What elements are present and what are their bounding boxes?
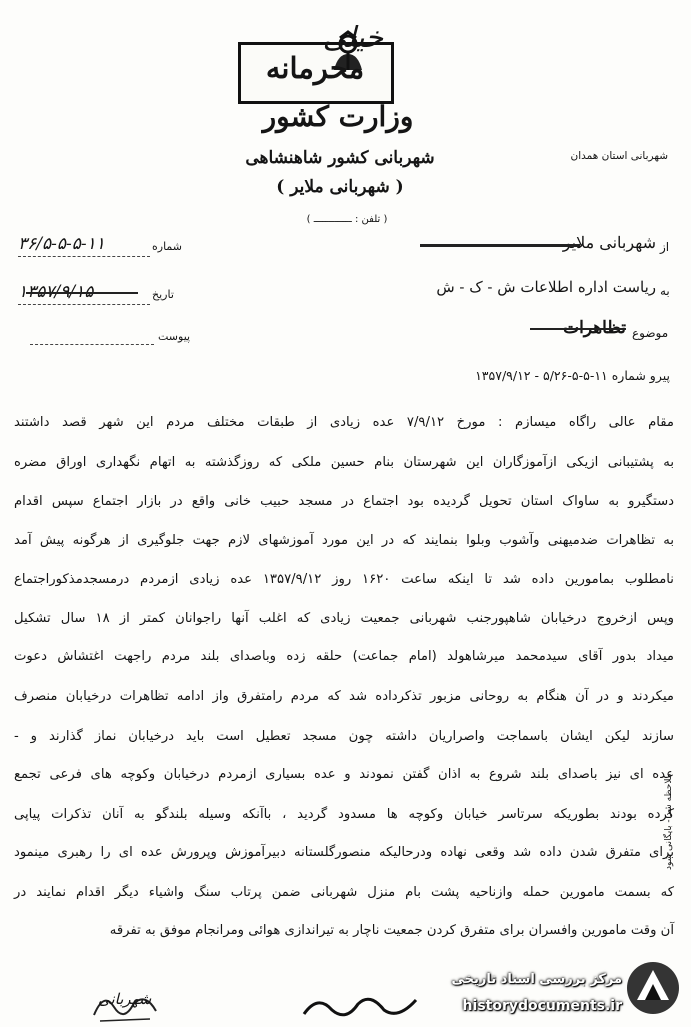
reference-number-label: شماره xyxy=(152,240,183,253)
police-title: شهربانی کشور شاهنشاهی xyxy=(245,148,435,168)
body-line: برای متفرق شدن داده شد وقعی نهاده ودرحالیکه منصورگلستانه دبیرآموزش وپرورش عده ای را رهبری مینمود xyxy=(14,845,674,860)
body-line: وپس ازخروج درخیابان شاهپورجنب شهربانی جمعیت زیادی که اغلب آنها راجوانان کمتر از ۱۸ سال تشکیل xyxy=(14,611,675,626)
signature-text: شهربانی xyxy=(98,990,152,1008)
body-line: کرده بودند بطوریکه سرتاسر خیابان وکوچه ها مسدود گردید ، باآنکه وسیله بلندگو به آنان تذکرات پیاپی xyxy=(14,807,674,822)
ministry-title: وزارت کشور xyxy=(262,100,414,133)
margin-note xyxy=(664,720,688,870)
reference-date-label: تاریخ xyxy=(152,288,174,301)
stamp-label: محرمانه xyxy=(265,51,365,85)
body-line: میداد بدور آقای سیدمحمد میرشاهولد (امام جماعت) حلقه زده وباصدای بلند مردم راجهت اغتشاش دعوت xyxy=(14,649,674,664)
body-line: مقام عالی راگاه میسازم : مورخ ۷/۹/۱۲ عده زیادی از طبقات مختلف مردم این شهر قصد داشتند xyxy=(14,415,674,430)
margin-note-text: ملاحظه شد - بایگانی شود xyxy=(664,773,674,870)
body-line: میکردند و در آن هنگام به روحانی مزبور تذکرداده شد که مردم رامتفرق واز ادامه تظاهرات درخیابان منصرف xyxy=(14,689,674,704)
handwritten-scribble-icon xyxy=(300,990,420,1024)
body-line: نامطلوب بمامورین داده شد تا اینکه ساعت ۱۶۲۰ روز ۱۳۵۷/۹/۱۲ عده زیادی ازمردم درمسجدمذکوراجتماع xyxy=(14,572,674,587)
body-line: آن وقت مامورین وافسران برای متفرق کردن جمعیت ناچار به تیراندازی هوائی ومرانجام موفق به تفرقه xyxy=(109,923,674,938)
to-value: ریاست اداره اطلاعات ش - ک - ش xyxy=(436,278,656,296)
body-line: به پشتیبانی ازیکی ازآموزگاران این شهرستان بنام حسین ملکی که روزگذشته به اتهام نگهداری اوراق مضره xyxy=(14,455,674,470)
body-line: عده ای نیز باصدای بلند شروع به اذان گفتن نمودند و عده بسیاری ازمردم درخیابان وکوچه های فرعی تجمع xyxy=(14,767,674,782)
reference-number-value: ۳۶/۵-۵-۵-۱۱ xyxy=(18,234,105,254)
phone-line: ( تلفن : ـــــــــــــ ) xyxy=(306,214,388,225)
to-label: به xyxy=(660,284,670,298)
prior-reference-line: پیرو شماره ۱۱-۵-۵-۵/۲۶ - ۱۳۵۷/۹/۱۲ xyxy=(475,368,670,383)
city-title: ( شهربانی ملایر ) xyxy=(276,177,404,197)
body-line: که بسمت مامورین حمله وازناحیه پشت بام منزل شهربانی ضمن پرتاب سنگ واشیاء دیگر اقدام نمایند در xyxy=(14,885,674,900)
subject-label: موضوع xyxy=(632,326,669,340)
reference-date-value: ۱۳۵۷/۹/۱۵ xyxy=(18,282,94,302)
watermark-title: مرکز بررسی اسناد تاریخی xyxy=(451,972,622,987)
subject-value: تظاهرات xyxy=(563,318,626,338)
province-heading: شهربانی استان همدان xyxy=(570,150,668,162)
watermark-url: historydocuments.ir xyxy=(462,998,622,1014)
body-line: سازند لیکن ایشان باسماجت واصراریان داشته چون مسجد تعطیل است باید درخیابان نماز گذارند و - xyxy=(14,729,674,744)
archive-logo-icon xyxy=(625,960,681,1016)
body-line: دستگیرو به ساواک استان تحویل گردیده بود اجتماع در مسجد حبیب خانی واقع در بازار اجتماع سپس اقدام xyxy=(14,494,674,509)
reference-attachment-label: پیوست xyxy=(158,330,191,343)
from-value: شهربانی ملایر xyxy=(562,233,656,252)
stamp-classification-handwritten: خیلی xyxy=(322,20,384,54)
from-label: از xyxy=(660,240,670,254)
body-line: به تظاهرات ضدمیهنی وآشوب وبلوا بنمایند که در این مورد آموزشهای لازم جهت جلوگیری از هرگونه پیش آمد xyxy=(14,533,674,548)
